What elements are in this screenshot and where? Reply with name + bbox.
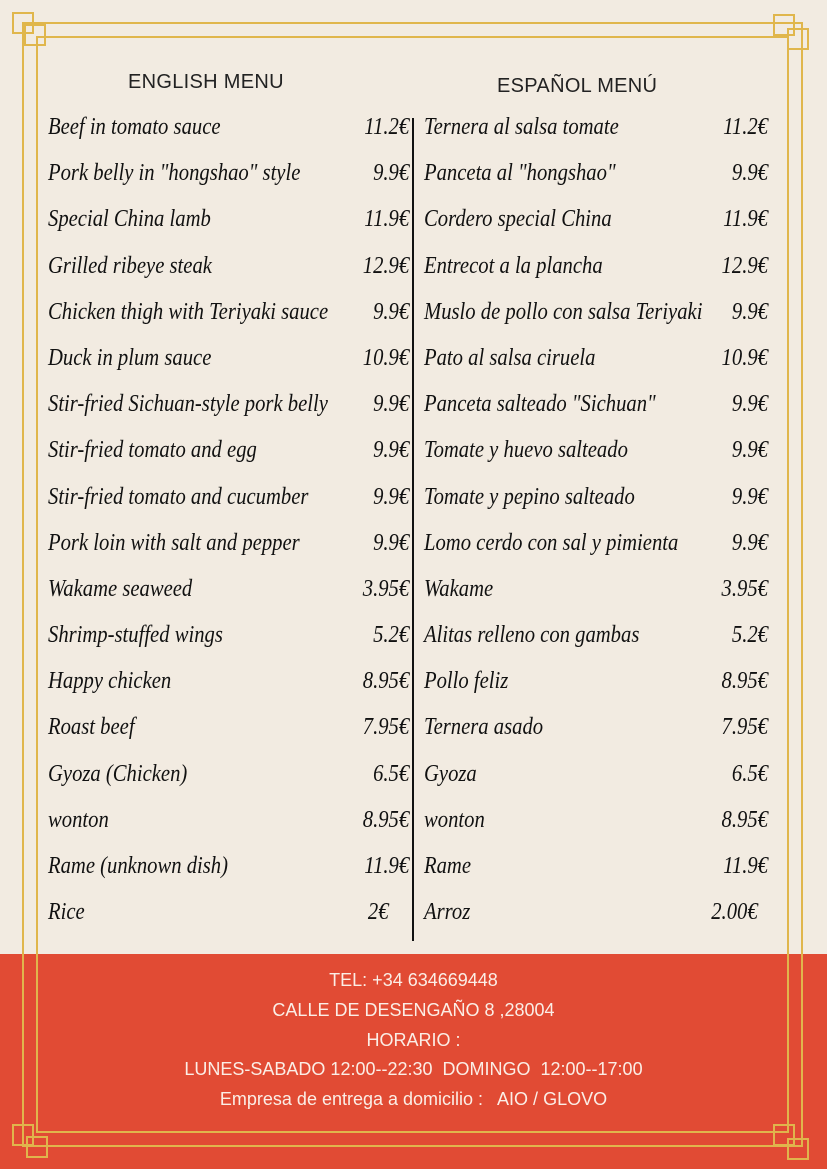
item-name: Chicken thigh with Teriyaki sauce — [48, 298, 329, 325]
item-name: Lomo cerdo con sal y pimienta — [424, 529, 679, 556]
menu-item — [424, 341, 768, 387]
menu-item — [424, 710, 768, 756]
item-name: Pollo feliz — [424, 668, 509, 695]
item-name: Entrecot a la plancha — [424, 252, 603, 279]
item-price: 9.9€ — [731, 529, 768, 556]
item-name: Arroz — [424, 899, 471, 926]
menu-item — [424, 387, 768, 433]
menu-item — [48, 526, 409, 572]
spanish-menu-list — [424, 110, 824, 941]
menu-item — [48, 387, 409, 433]
menu-item — [424, 202, 768, 248]
item-price: 11.9€ — [723, 853, 768, 879]
item-name: wonton — [424, 806, 485, 833]
corner-square-tr-b — [787, 28, 809, 50]
item-price: 8.95€ — [362, 806, 410, 833]
menu-item — [48, 110, 409, 156]
item-name: Shrimp-stuffed wings — [48, 622, 223, 649]
item-price: 5.2€ — [373, 622, 410, 649]
item-price: 11.9€ — [723, 206, 768, 233]
menu-item — [48, 849, 409, 895]
item-name: Rame — [424, 853, 472, 879]
item-name: Alitas relleno con gambas — [424, 622, 640, 649]
english-menu-list — [48, 110, 471, 941]
menu-item — [424, 803, 768, 849]
item-name: Gyoza (Chicken) — [48, 760, 188, 787]
spanish-menu-title: ESPAÑOL MENÚ — [497, 75, 658, 97]
item-price: 9.9€ — [373, 437, 410, 464]
corner-square-bl-b — [26, 1136, 48, 1158]
item-name: Ternera al salsa tomate — [424, 114, 619, 140]
item-name: Tomate y huevo salteado — [424, 437, 628, 464]
item-price: 6.5€ — [731, 760, 768, 787]
menu-item — [48, 895, 409, 941]
footer-phone: TEL: +34 634669448 — [329, 970, 498, 990]
item-price: 5.2€ — [731, 622, 768, 649]
item-price: 9.9€ — [373, 160, 410, 187]
item-price: 9.9€ — [731, 437, 768, 464]
menu-item — [48, 433, 409, 479]
menu-item — [424, 895, 768, 941]
item-price: 6.5€ — [373, 760, 410, 787]
item-price: 12.9€ — [362, 252, 410, 279]
item-price: 9.9€ — [373, 391, 410, 418]
item-name: Rice — [48, 899, 85, 926]
item-name: Cordero special China — [424, 206, 612, 233]
item-price: 11.2€ — [364, 114, 410, 140]
footer-hours-label: HORARIO : — [366, 1030, 461, 1050]
menu-item — [48, 618, 409, 664]
item-price: 7.95€ — [362, 714, 410, 741]
menu-item — [48, 572, 409, 618]
item-price: 2€ — [367, 899, 389, 926]
item-name: Happy chicken — [48, 668, 172, 695]
item-price: 12.9€ — [721, 252, 768, 279]
item-price: 3.95€ — [362, 575, 410, 602]
menu-item — [424, 572, 768, 618]
item-name: wonton — [48, 806, 109, 833]
item-price: 9.9€ — [373, 529, 410, 556]
item-price: 3.95€ — [721, 575, 768, 602]
item-price: 10.9€ — [362, 344, 410, 371]
corner-square-tl-b — [24, 24, 46, 46]
corner-square-br-b — [787, 1138, 809, 1160]
menu-item — [424, 664, 768, 710]
item-name: Wakame — [424, 575, 494, 602]
item-price: 11.9€ — [364, 853, 410, 879]
item-price: 11.2€ — [723, 114, 768, 140]
menu-item — [48, 664, 409, 710]
menu-item — [424, 757, 768, 803]
item-name: Stir-fried tomato and egg — [48, 437, 257, 464]
footer-hours: LUNES-SABADO 12:00--22:30 DOMINGO 12:00--17:00 — [184, 1059, 643, 1079]
footer-delivery: Empresa de entrega a domicilio : AIO / GLOVO — [219, 1089, 608, 1109]
item-name: Rame (unknown dish) — [48, 853, 228, 879]
menu-item — [424, 480, 768, 526]
item-price: 10.9€ — [721, 344, 768, 371]
item-name: Stir-fried Sichuan-style pork belly — [48, 391, 328, 418]
item-name: Duck in plum sauce — [48, 344, 212, 371]
column-divider — [412, 118, 414, 941]
item-name: Roast beef — [48, 714, 135, 741]
item-price: 11.9€ — [364, 206, 410, 233]
item-price: 2.00€ — [711, 899, 758, 926]
item-price: 9.9€ — [373, 483, 410, 510]
item-name: Panceta al "hongshao" — [424, 160, 616, 187]
item-name: Ternera asado — [424, 714, 544, 741]
item-price: 9.9€ — [731, 483, 768, 510]
item-price: 8.95€ — [721, 806, 768, 833]
item-price: 9.9€ — [731, 298, 768, 325]
menu-item — [424, 433, 768, 479]
menu-item — [48, 803, 409, 849]
footer-address: CALLE DE DESENGAÑO 8 ,28004 — [272, 1000, 555, 1020]
item-name: Tomate y pepino salteado — [424, 483, 635, 510]
menu-item — [48, 710, 409, 756]
item-price: 9.9€ — [731, 160, 768, 187]
item-name: Stir-fried tomato and cucumber — [48, 483, 309, 510]
menu-item — [424, 249, 768, 295]
menu-item — [424, 849, 768, 895]
item-name: Pork loin with salt and pepper — [48, 529, 300, 556]
item-name: Muslo de pollo con salsa Teriyaki — [424, 298, 703, 325]
item-name: Gyoza — [424, 760, 477, 787]
english-menu-title: ENGLISH MENU — [128, 71, 284, 93]
item-price: 9.9€ — [731, 391, 768, 418]
item-price: 9.9€ — [373, 298, 410, 325]
menu-item — [48, 202, 409, 248]
item-name: Grilled ribeye steak — [48, 252, 212, 279]
item-name: Pork belly in "hongshao" style — [48, 160, 301, 187]
menu-item — [48, 295, 409, 341]
item-name: Pato al salsa ciruela — [424, 344, 596, 371]
menu-item — [424, 526, 768, 572]
menu-item — [48, 156, 409, 202]
item-name: Wakame seaweed — [48, 575, 193, 602]
item-price: 8.95€ — [721, 668, 768, 695]
menu-item — [424, 156, 768, 202]
menu-item — [48, 757, 409, 803]
menu-item — [48, 480, 409, 526]
menu-item — [424, 295, 768, 341]
menu-item — [424, 110, 768, 156]
item-price: 8.95€ — [362, 668, 410, 695]
menu-item — [48, 341, 409, 387]
menu-item — [424, 618, 768, 664]
menu-item — [48, 249, 409, 295]
item-price: 7.95€ — [721, 714, 768, 741]
item-name: Panceta salteado "Sichuan" — [424, 391, 656, 418]
item-name: Special China lamb — [48, 206, 211, 233]
item-name: Beef in tomato sauce — [48, 114, 221, 140]
